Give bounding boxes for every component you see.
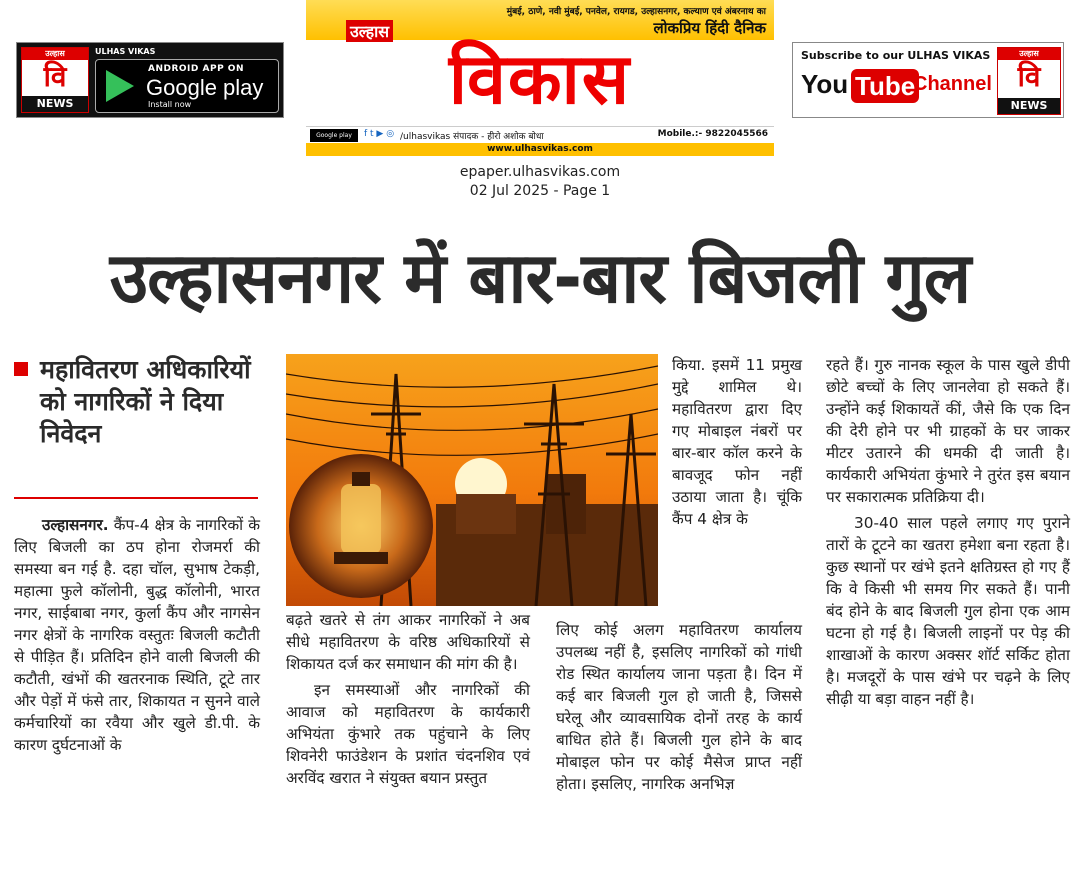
masthead-cities: मुंबई, ठाणे, नवी मुंबई, पनवेल, रायगड, उल्हासनगर, कल्याण एवं अंबरनाथ का (506, 7, 766, 17)
column-2-paragraph-1: बढ़ते खतरे से तंग आकर नागरिकों ने अब सीधे महावितरण के वरिष्ठ अधिकारियों से शिकायत दर्ज कर समाधान की मांग की है। (286, 611, 530, 673)
android-app-badge[interactable] (16, 42, 284, 118)
ulhas-vikas-news-logo-right (997, 47, 1061, 115)
mini-google-play-badge[interactable]: Google play (310, 129, 358, 142)
subhead-marker (14, 362, 28, 376)
dateline: उल्हासनगर. (42, 516, 109, 534)
install-now-label: Install now (148, 100, 192, 109)
column-2-paragraph-2: इन समस्याओं और नागरिकों की आवाज को महावितरण के कार्यकारी अभियंता कुंभारे तक पहुंचाने के लिए शिवनेरी फाउंडेशन के प्रशांत चंदनशिव एवं अरविंद खरात ने संयुक्त बयान प्रस्तुत (286, 681, 530, 787)
column-4-paragraph-2: 30-40 साल पहले लगाए गए पुराने तारों के टूटने का खतरा हमेशा बना रहता है। कुछ स्थानों पर खंभे इतने क्षतिग्रस्त हो गए हैं कि वे किसी भी समय गिर सकते हैं। पानी बंद होने के बाद बिजली गुल होना एक आम घटना हो गई है। बिजली लाइनों पर पेड़ की शाखाओं के कारण अक्सर शॉर्ट सर्किट होता है। मजदूरों के पास खंभे पर चढ़ने के लिए सीढ़ी या बड़ा वाहन नहीं है। (826, 514, 1070, 708)
logo-top-text: उल्हास (998, 48, 1060, 60)
logo-news-text: NEWS (998, 98, 1060, 114)
ulhas-vikas-news-logo (21, 47, 89, 113)
youtube-tube: Tube (851, 69, 919, 103)
social-icons[interactable]: f t ▶ ◎ (364, 129, 395, 139)
masthead-mobile: Mobile.:- 9822045566 (657, 129, 768, 139)
power-lines-sunset-photo (286, 354, 658, 606)
column-3-bottom-text: लिए कोई अलग महावितरण कार्यालय उपलब्ध नहीं है, इसलिए नागरिकों को गांधी रोड स्थित कार्यालय जाना पड़ता है। दिन में कई बार बिजली गुल हो जाती है, जिससे घरेलू और व्यावसायिक दोनों तरह के कार्य बाधित होते हैं। बिजली गुल होने के बाद मोबाइल फोन पर कोई मैसेज प्राप्त नहीं होता। इसलिए, नागरिक अनभिज्ञ (556, 621, 802, 793)
article-column-3-top (672, 354, 802, 530)
masthead-small-name: उल्हास (346, 20, 393, 42)
epaper-date-page: 02 Jul 2025 - Page 1 (469, 183, 611, 199)
article-column-3-bottom (556, 619, 802, 795)
subscribe-label: Subscribe to our ULHAS VIKAS (801, 49, 991, 62)
masthead-tagline: लोकप्रिय हिंदी दैनिक (653, 19, 766, 37)
play-triangle-icon (106, 70, 134, 102)
logo-letter: वि (1017, 60, 1041, 93)
article-headline: उल्हासनगर में बार-बार बिजली गुल (109, 237, 971, 319)
masthead-website[interactable]: www.ulhasvikas.com (306, 143, 774, 156)
youtube-channel-label: Channel (913, 73, 992, 95)
android-app-label: ANDROID APP ON (148, 64, 244, 74)
logo-top-text: उल्हास (22, 48, 88, 60)
youtube-you: You (801, 69, 849, 99)
masthead-title: विकास (448, 38, 632, 120)
article-subhead: महावितरण अधिकारियों को नागरिकों ने दिया निवेदन (40, 355, 251, 448)
column-4-paragraph-1: रहते हैं। गुरु नानक स्कूल के पास खुले डीपी छोटे बच्चों के लिए जानलेवा हो सकते हैं। उन्होंने कई शिकायतें कीं, जैसे कि एक दिन की देरी होने पर भी ग्राहकों के घर जाकर मीटर उतारने की धमकी दी जाती है। कार्यकारी अभियंता कुंभारे ने तुरंत इस बयान पर सकारात्मक प्रतिक्रिया दी। (826, 356, 1070, 506)
article-column-2 (286, 609, 530, 789)
badge-brand: ULHAS VIKAS (95, 47, 156, 56)
article-column-1 (14, 514, 260, 756)
column-1-text: कैंप-4 क्षेत्र के नागरिकों के लिए बिजली का ठप होना रोजमर्रा की समस्या बन गई है. दहा चॉल, सुभाष टेकड़ी, महात्मा फुले कॉलोनी, बुद्ध कॉलोनी, भारत नगर, साईबाबा नगर, कुर्ला कैंप और नागसेन नगर क्षेत्रों के नागरिक वस्तुतः बिजली कटौती से पीड़ित हैं। प्रतिदिन होने वाली बिजली की कटौती, खंभों की खतरनाक स्थिति, टूटे तार और पेड़ों में फंसे तार, शिकायत न सुनने वाले कर्मचारियों का रवैया और खुले डी.पी. के कारण दुर्घटनाओं के (14, 516, 260, 754)
article-column-4 (826, 354, 1070, 710)
masthead (306, 0, 774, 156)
logo-news-text: NEWS (22, 96, 88, 112)
column-3-top-text: किया. इसमें 11 प्रमुख मुद्दे शामिल थे। महावितरण द्वारा दिए गए मोबाइल नंबरों पर बार-बार कॉल करने के बावजूद फोन नहीं उठाया जाता है। चूंकि कैंप 4 क्षेत्र के (672, 356, 802, 528)
epaper-url[interactable]: epaper.ulhasvikas.com (459, 164, 621, 180)
masthead-editor: /ulhasvikas संपादक - हीरो अशोक बोधा (400, 132, 544, 142)
google-play-label: Google play (146, 75, 264, 100)
google-play-button[interactable] (95, 59, 279, 113)
subhead-rule (14, 497, 258, 499)
masthead-info-bar (306, 126, 774, 144)
youtube-channel-badge[interactable] (792, 42, 1064, 118)
logo-letter: वि (43, 60, 67, 93)
